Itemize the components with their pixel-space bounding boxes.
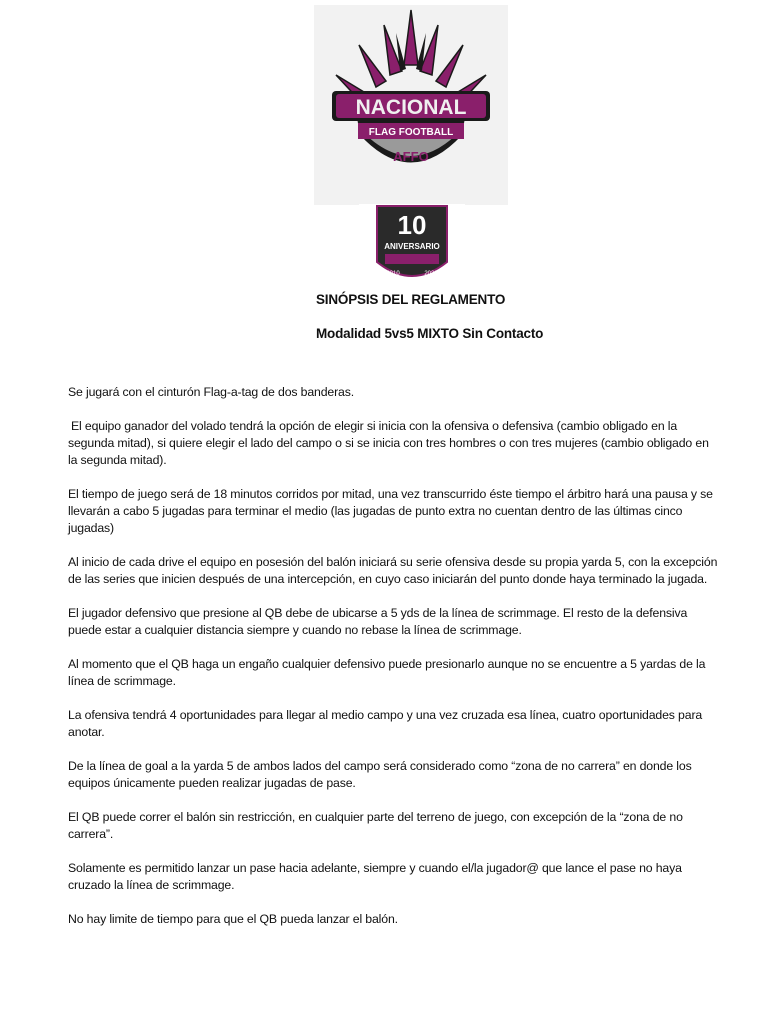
rule-paragraph: No hay limite de tiempo para que el QB pueda lanzar el balón.: [68, 912, 398, 926]
rule-paragraph: El jugador defensivo que presione al QB debe de ubicarse a 5 yds de la línea de scrimmage. El resto de la defensiva puede estar a cualquier distancia siempre y cuando no rebase la línea de scrimmage.: [68, 606, 688, 637]
anniversary-number: 10: [397, 210, 427, 240]
logo-brand-bottom: FLAG FOOTBALL: [368, 127, 454, 138]
anniversary-label: ANIVERSARIO: [384, 242, 440, 251]
anniversary-year-end: 2020: [424, 271, 438, 277]
rule-paragraph: Se jugará con el cinturón Flag-a-tag de dos banderas.: [68, 385, 354, 399]
logo-brand-abbr: AFFO: [393, 149, 429, 164]
anniversary-year-start: 2010: [386, 271, 400, 277]
rule-paragraph: El QB puede correr el balón sin restricción, en cualquier parte del terreno de juego, con excepción de la “zona de no carrera”.: [68, 810, 683, 841]
rule-paragraph: El equipo ganador del volado tendrá la opción de elegir si inicia con la ofensiva o defensiva (cambio obligado en la segunda mitad), si quiere elegir el lado del campo o si se inicia con tres hombres o con tres mujeres (cambio obligado en la segunda mitad).: [68, 419, 709, 467]
rule-paragraph: De la línea de goal a la yarda 5 de ambos lados del campo será considerado como “zona de no carrera” en donde los equipos únicamente pueden realizar jugadas de pase.: [68, 759, 692, 790]
rule-paragraph: Al inicio de cada drive el equipo en posesión del balón iniciará su serie ofensiva desde su propia yarda 5, con la excepción de las series que inicien después de una intercepción, en cuyo caso iniciarán del punto donde haya terminado la jugada.: [68, 555, 718, 586]
rules-body: [68, 384, 718, 945]
rule-paragraph: Al momento que el QB haga un engaño cualquier defensivo puede presionarlo aunque no se encuentre a 5 yardas de la línea de scrimmage.: [68, 657, 706, 688]
logo-brand-top: NACIONAL: [355, 96, 467, 119]
rule-paragraph: La ofensiva tendrá 4 oportunidades para llegar al medio campo y una vez cruzada esa línea, cuatro oportunidades para anotar.: [68, 708, 703, 739]
rule-paragraph: El tiempo de juego será de 18 minutos corridos por mitad, una vez transcurrido éste tiempo el árbitro hará una pausa y se llevarán a cabo 5 jugadas para terminar el medio (las jugadas de punto extra no cuentan dentro de las últimas cinco jugadas): [68, 487, 713, 535]
nacional-flag-football-logo: [314, 5, 508, 205]
anniversary-badge: [359, 204, 465, 288]
rule-paragraph: Solamente es permitido lanzar un pase hacia adelante, siempre y cuando el/la jugador@ que lance el pase no haya cruzado la línea de scrimmage.: [68, 861, 682, 892]
document-title: SINÓPSIS DEL REGLAMENTO: [316, 292, 506, 307]
document-subtitle: Modalidad 5vs5 MIXTO Sin Contacto: [316, 326, 544, 341]
